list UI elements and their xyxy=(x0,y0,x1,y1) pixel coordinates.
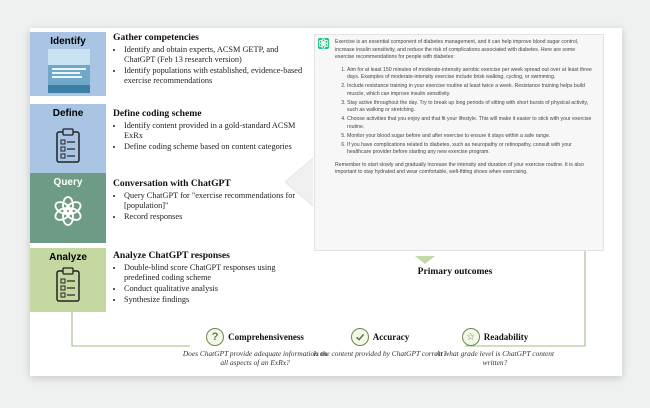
section-heading: Analyze ChatGPT responses xyxy=(113,250,230,261)
outcome-comprehensiveness xyxy=(180,328,330,367)
chat-intro-text: Exercise is an essential component of diabetes management, and it can help improve blood sugar control, increase insulin sensitivity, and reduce the risk of complications associated with diabetes. Here are some exercise recommendations for people with diabetes: xyxy=(335,39,579,61)
star-icon: ☆ xyxy=(462,328,480,346)
step-analyze-box xyxy=(30,248,106,312)
section-heading: Define coding scheme xyxy=(113,108,202,119)
bullet-list xyxy=(113,191,303,222)
list-item: 1. Aim for at least 150 minutes of moderate-intensity aerobic exercise per week spread out over at least three days. Examples of moderate-intensity exercise include brisk walking, cycling, or swimming. xyxy=(347,67,595,82)
check-icon xyxy=(351,328,369,346)
list-item: • Identify populations with established, evidence-based exercise recommendations xyxy=(124,66,303,86)
bullet-list xyxy=(113,121,303,152)
step-define-label: Define xyxy=(52,108,84,119)
chat-outro-text: Remember to start slowly and gradually increase the intensity and duration of your exercise routine. It is also important to stay hydrated and wear comfortable, well-fitting shoes when exercising. xyxy=(335,161,584,176)
step-query-label: Query xyxy=(53,177,83,188)
step-identify-label: Identify xyxy=(50,36,86,47)
chatgpt-logo-icon xyxy=(52,195,84,227)
outcome-question: Is the content provided by ChatGPT correct? xyxy=(313,349,447,358)
list-item: • Identify and obtain experts, ACSM GETP, and ChatGPT (Feb 13 research version) xyxy=(124,45,303,65)
section-analyze xyxy=(113,250,303,306)
list-item: 3. Stay active throughout the day. Try to break up long periods of sitting with short bursts of physical activity, such as walking or stretching. xyxy=(347,100,595,115)
list-item: • Query ChatGPT for "exercise recommendations for [population]" xyxy=(124,191,303,211)
primary-outcomes-heading: Primary outcomes xyxy=(417,267,493,277)
list-item: 2. Include resistance training in your exercise routine at least twice a week. Resistance training helps build muscle, which can improve insulin sensitivity. xyxy=(347,83,595,98)
outcome-readability xyxy=(425,328,565,367)
figure-card xyxy=(30,28,622,376)
chatgpt-response-panel xyxy=(314,34,604,251)
step-define-box xyxy=(30,104,106,180)
book-cover-icon xyxy=(48,49,90,93)
list-item: • Identify content provided in a gold-standard ACSM ExRx xyxy=(124,121,303,141)
bullet-list xyxy=(113,263,303,305)
recommendation-list xyxy=(335,67,595,157)
section-heading: Gather competencies xyxy=(113,32,199,43)
list-item: 6. If you have complications related to diabetes, such as neuropathy or retinopathy, consult with your healthcare provider before starting any new exercise program. xyxy=(347,142,595,157)
clipboard-checklist-icon xyxy=(54,128,82,164)
list-item: • Synthesize findings xyxy=(124,295,303,305)
list-item: • Conduct qualitative analysis xyxy=(124,284,303,294)
clipboard-checklist-icon xyxy=(54,267,82,303)
outcome-title: Readability xyxy=(483,332,529,342)
list-item: • Define coding scheme based on content categories xyxy=(124,142,303,152)
outcome-question: Does ChatGPT provide adequate information on all aspects of an ExRx? xyxy=(182,349,328,367)
outcome-question: At what grade level is ChatGPT content written? xyxy=(435,349,555,367)
step-analyze-label: Analyze xyxy=(49,252,87,263)
list-item: • Record responses xyxy=(124,212,303,222)
section-query xyxy=(113,178,303,223)
outcome-title: Comprehensiveness xyxy=(228,332,304,342)
section-define xyxy=(113,108,303,153)
section-identify xyxy=(113,32,303,87)
step-query-box xyxy=(30,173,106,243)
list-item: • Double-blind score ChatGPT responses using predefined coding scheme xyxy=(124,263,303,283)
list-item: 5. Monitor your blood sugar before and after exercise to ensure it stays within a safe range. xyxy=(347,133,595,141)
step-identify-box xyxy=(30,32,106,96)
outcome-title: Accuracy xyxy=(372,332,410,342)
chatgpt-avatar-icon xyxy=(318,38,329,49)
list-item: 4. Choose activities that you enjoy and that fit your lifestyle. This will make it easier to stick with your exercise routine. xyxy=(347,116,595,131)
question-icon: ? xyxy=(206,328,224,346)
bullet-list xyxy=(113,45,303,86)
section-heading: Conversation with ChatGPT xyxy=(113,178,231,189)
